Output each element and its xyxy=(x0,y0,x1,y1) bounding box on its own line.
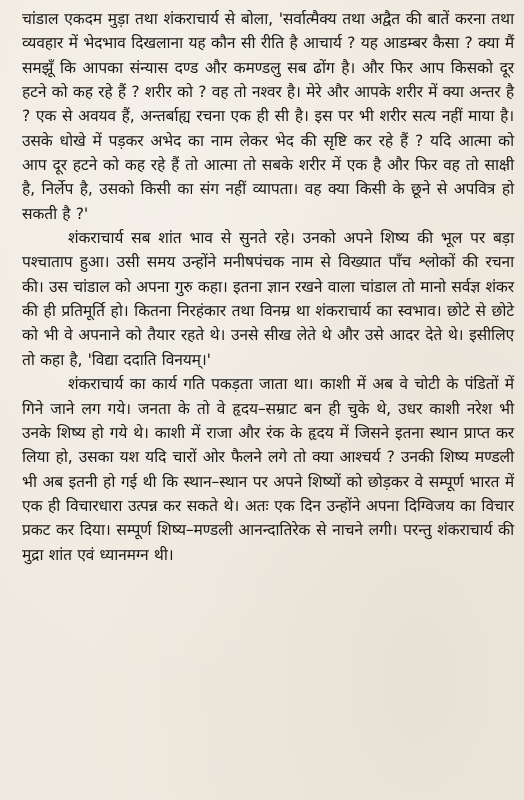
paragraph-shankaracharya-humility: शंकराचार्य सब शांत भाव से सुनते रहे। उनको अपने शिष्य की भूल पर बड़ा पश्चाताप हुआ। उसी समय उन्होंने मनीषपंचक नाम से विख्यात पाँच श्लोकों की रचना की। उस चांडाल को अपना गुरु कहा। इतना ज्ञान रखने वाला चांडाल तो मानो सर्वज्ञ शंकर की ही प्रतिमूर्ति हो। कितना निरहंकार तथा विनम्र था शंकराचार्य का स्वभाव। छोटे से छोटे को भी वे अपनाने को तैयार रहते थे। उनसे सीख लेते थे और उसे आदर देते थे। इसीलिए तो कहा है, 'विद्या ददाति विनयम्।' xyxy=(22,229,514,369)
paragraph-digvijay-plan: शंकराचार्य का कार्य गति पकड़ता जाता था। काशी में अब वे चोटी के पंडितों में गिने जाने लग गये। जनता के तो वे हृदय–सम्राट बन ही चुके थे, उधर काशी नरेश भी उनके शिष्य हो गये थे। काशी में राजा और रंक के हृदय में जिसने इतना स्थान प्राप्त कर लिया हो, उसका यश यदि चारों ओर फैलने लगे तो क्या आश्चर्य ? उनकी शिष्य मण्डली भी अब इतनी हो गई थी कि स्थान–स्थान पर अपने शिष्यों को छोड़कर वे सम्पूर्ण भारत में एक ही विचारधारा उत्पन्न कर सकते थे। अतः एक दिन उन्होंने अपना दिग्विजय का विचार प्रकट कर दिया। सम्पूर्ण शिष्य–मण्डली आनन्दातिरेक से नाचने लगी। परन्तु शंकराचार्य की मुद्रा शांत एवं ध्यानमग्न थी। xyxy=(22,375,514,564)
paragraph-chandal-speech: चांडाल एकदम मुड़ा तथा शंकराचार्य से बोला, 'सर्वात्मैक्य तथा अद्वैत की बातें करना तथा व्यवहार में भेदभाव दिखलाना यह कौन सी रीति है आचार्य ? यह आडम्बर कैसा ? क्या मैं समझूँ कि आपका संन्यास दण्ड और कमण्डलु सब ढोंग है। और फिर आप किसको दूर हटने को कह रहे हैं ? शरीर को ? वह तो नश्वर है। मेरे और आपके शरीर में क्या अन्तर है ? एक से अवयव हैं, अन्तर्बाह्य रचना एक ही सी है। इस पर भी शरीर सत्य नहीं माया है। उसके धोखे में पड़कर अभेद का नाम लेकर भेद की सृष्टि कर रहे हैं ? यदि आत्मा को आप दूर हटने को कह रहे हैं तो आत्मा तो सबके शरीर में एक है और फिर वह तो साक्षी है, निर्लेप है, उसको किसी का संग नहीं व्यापता। वह क्या किसी के छूने से अपवित्र हो सकती है ?' xyxy=(22,10,514,223)
